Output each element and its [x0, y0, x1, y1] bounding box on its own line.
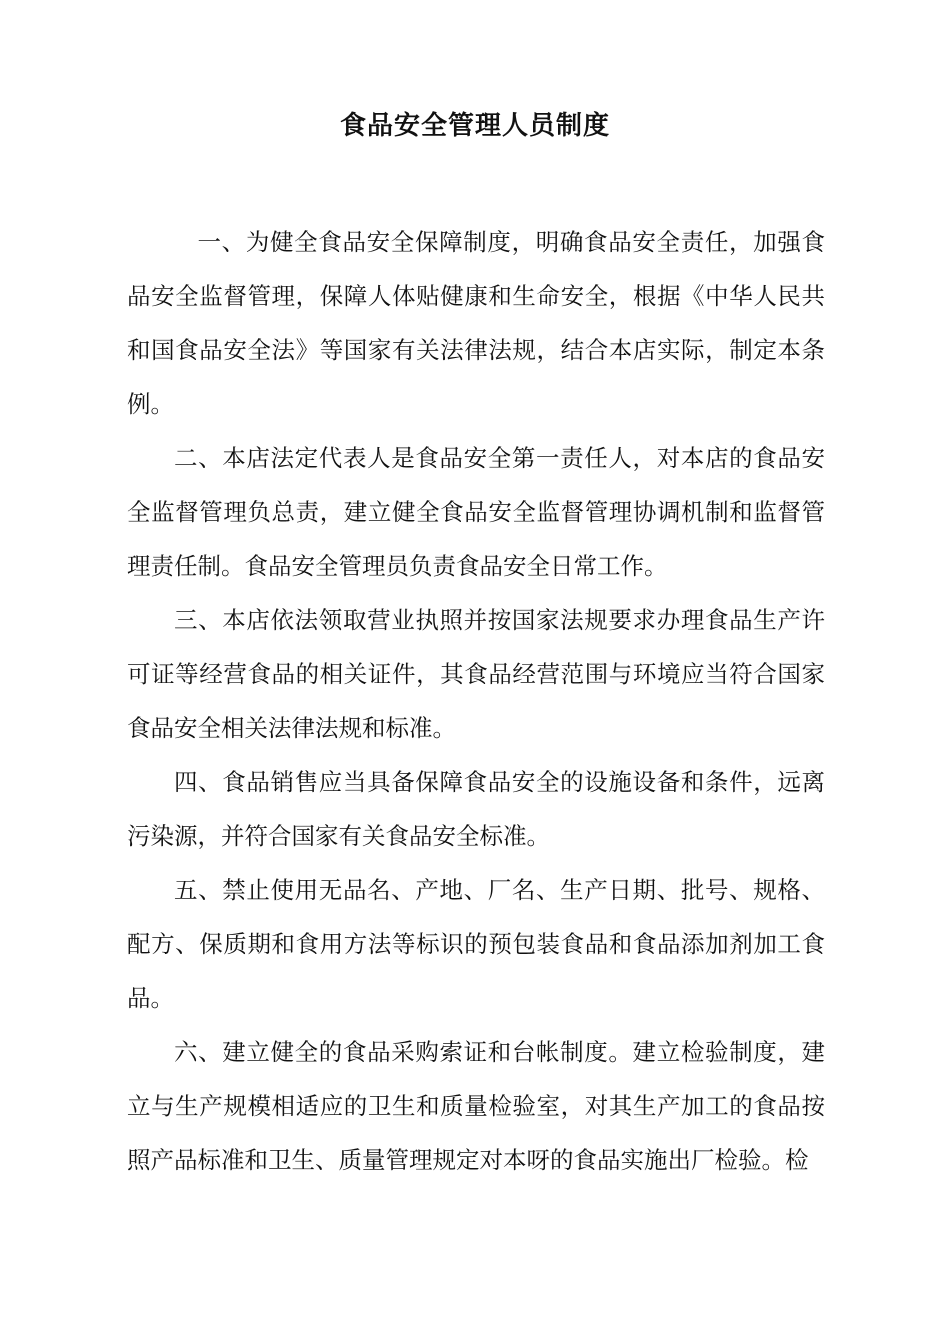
document-title: 食品安全管理人员制度	[339, 111, 610, 141]
paragraph-2: 二、本店法定代表人是食品安全第一责任人，对本店的食品安全监督管理负总责，建立健全食品安全监督管理协调机制和监督管理责任制。食品安全管理员负责食品安全日常工作。	[127, 444, 825, 580]
paragraph-4: 四、食品销售应当具备保障食品安全的设施设备和条件，远离污染源，并符合国家有关食品安全标准。	[127, 768, 825, 850]
paragraph-1: 一、为健全食品安全保障制度，明确食品安全责任，加强食品安全监督管理，保障人体贴健康和生命安全，根据《中华人民共和国食品安全法》等国家有关法律法规，结合本店实际，制定本条例。	[127, 228, 825, 418]
paragraph-6: 六、建立健全的食品采购索证和台帐制度。建立检验制度，建立与生产规模相适应的卫生和质量检验室，对其生产加工的食品按照产品标准和卫生、质量管理规定对本呀的食品实施出厂检验。检	[127, 1038, 825, 1174]
paragraph-3: 三、本店依法领取营业执照并按国家法规要求办理食品生产许可证等经营食品的相关证件，其食品经营范围与环境应当符合国家食品安全相关法律法规和标准。	[127, 606, 825, 742]
document-body	[127, 215, 825, 1187]
paragraph-5: 五、禁止使用无品名、产地、厂名、生产日期、批号、规格、配方、保质期和食用方法等标识的预包装食品和食品添加剂加工食品。	[127, 876, 825, 1012]
